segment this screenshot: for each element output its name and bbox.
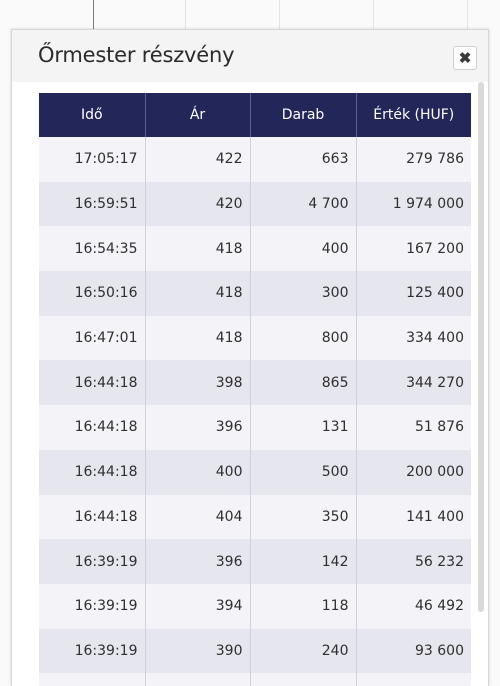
table-row [39,450,471,495]
price-cell: 390 [145,629,250,674]
quantity-cell: 865 [250,360,356,405]
price-cell [145,673,250,686]
value-cell: 200 000 [356,450,471,495]
column-header-value[interactable]: Érték (HUF) [356,93,471,137]
time-cell: 16:44:18 [39,405,145,450]
value-cell: 344 270 [356,360,471,405]
quantity-cell: 400 [250,226,356,271]
price-cell: 396 [145,539,250,584]
table-row [39,316,471,361]
background-divider [185,0,186,30]
quantity-cell: 118 [250,584,356,629]
value-cell: 125 400 [356,271,471,316]
time-cell: 16:50:16 [39,271,145,316]
table-header-row [39,93,471,137]
value-cell [356,673,471,686]
time-cell [39,673,145,686]
time-cell: 17:05:17 [39,137,145,182]
dialog-header [12,30,488,82]
quantity-cell: 142 [250,539,356,584]
dialog-body[interactable] [12,82,488,686]
price-cell: 394 [145,584,250,629]
table-row [39,271,471,316]
price-cell: 418 [145,271,250,316]
table-row [39,539,471,584]
table-row [39,405,471,450]
price-cell: 422 [145,137,250,182]
background-divider [279,0,280,30]
price-cell: 404 [145,495,250,540]
value-cell: 46 492 [356,584,471,629]
price-cell: 420 [145,182,250,227]
column-header-price[interactable]: Ár [145,93,250,137]
column-header-time[interactable]: Idő [39,93,145,137]
background-divider [93,0,94,30]
price-cell: 418 [145,226,250,271]
table-row [39,584,471,629]
value-cell: 167 200 [356,226,471,271]
quantity-cell: 350 [250,495,356,540]
scrollbar[interactable] [478,82,484,612]
value-cell: 279 786 [356,137,471,182]
column-header-quantity[interactable]: Darab [250,93,356,137]
value-cell: 141 400 [356,495,471,540]
quantity-cell: 131 [250,405,356,450]
close-icon: ✖ [458,50,472,67]
background-divider [467,0,468,30]
quantity-cell: 4 700 [250,182,356,227]
dialog-title: Őrmester részvény [38,43,235,67]
table-row [39,673,471,686]
price-cell: 398 [145,360,250,405]
price-cell: 400 [145,450,250,495]
price-cell: 418 [145,316,250,361]
value-cell: 51 876 [356,405,471,450]
table-row [39,182,471,227]
time-cell: 16:54:35 [39,226,145,271]
background-divider [373,0,374,30]
time-cell: 16:44:18 [39,495,145,540]
value-cell: 56 232 [356,539,471,584]
time-cell: 16:39:19 [39,539,145,584]
time-cell: 16:44:18 [39,360,145,405]
table-row [39,360,471,405]
price-cell: 396 [145,405,250,450]
value-cell: 334 400 [356,316,471,361]
time-cell: 16:59:51 [39,182,145,227]
table-row [39,629,471,674]
table-row [39,226,471,271]
time-cell: 16:39:19 [39,584,145,629]
quantity-cell: 300 [250,271,356,316]
quantity-cell [250,673,356,686]
time-cell: 16:39:19 [39,629,145,674]
quantity-cell: 800 [250,316,356,361]
trades-table [39,93,471,686]
close-button[interactable] [453,46,477,70]
trades-dialog [11,29,489,686]
time-cell: 16:47:01 [39,316,145,361]
quantity-cell: 500 [250,450,356,495]
time-cell: 16:44:18 [39,450,145,495]
value-cell: 1 974 000 [356,182,471,227]
value-cell: 93 600 [356,629,471,674]
table-row [39,495,471,540]
table-row [39,137,471,182]
quantity-cell: 240 [250,629,356,674]
quantity-cell: 663 [250,137,356,182]
